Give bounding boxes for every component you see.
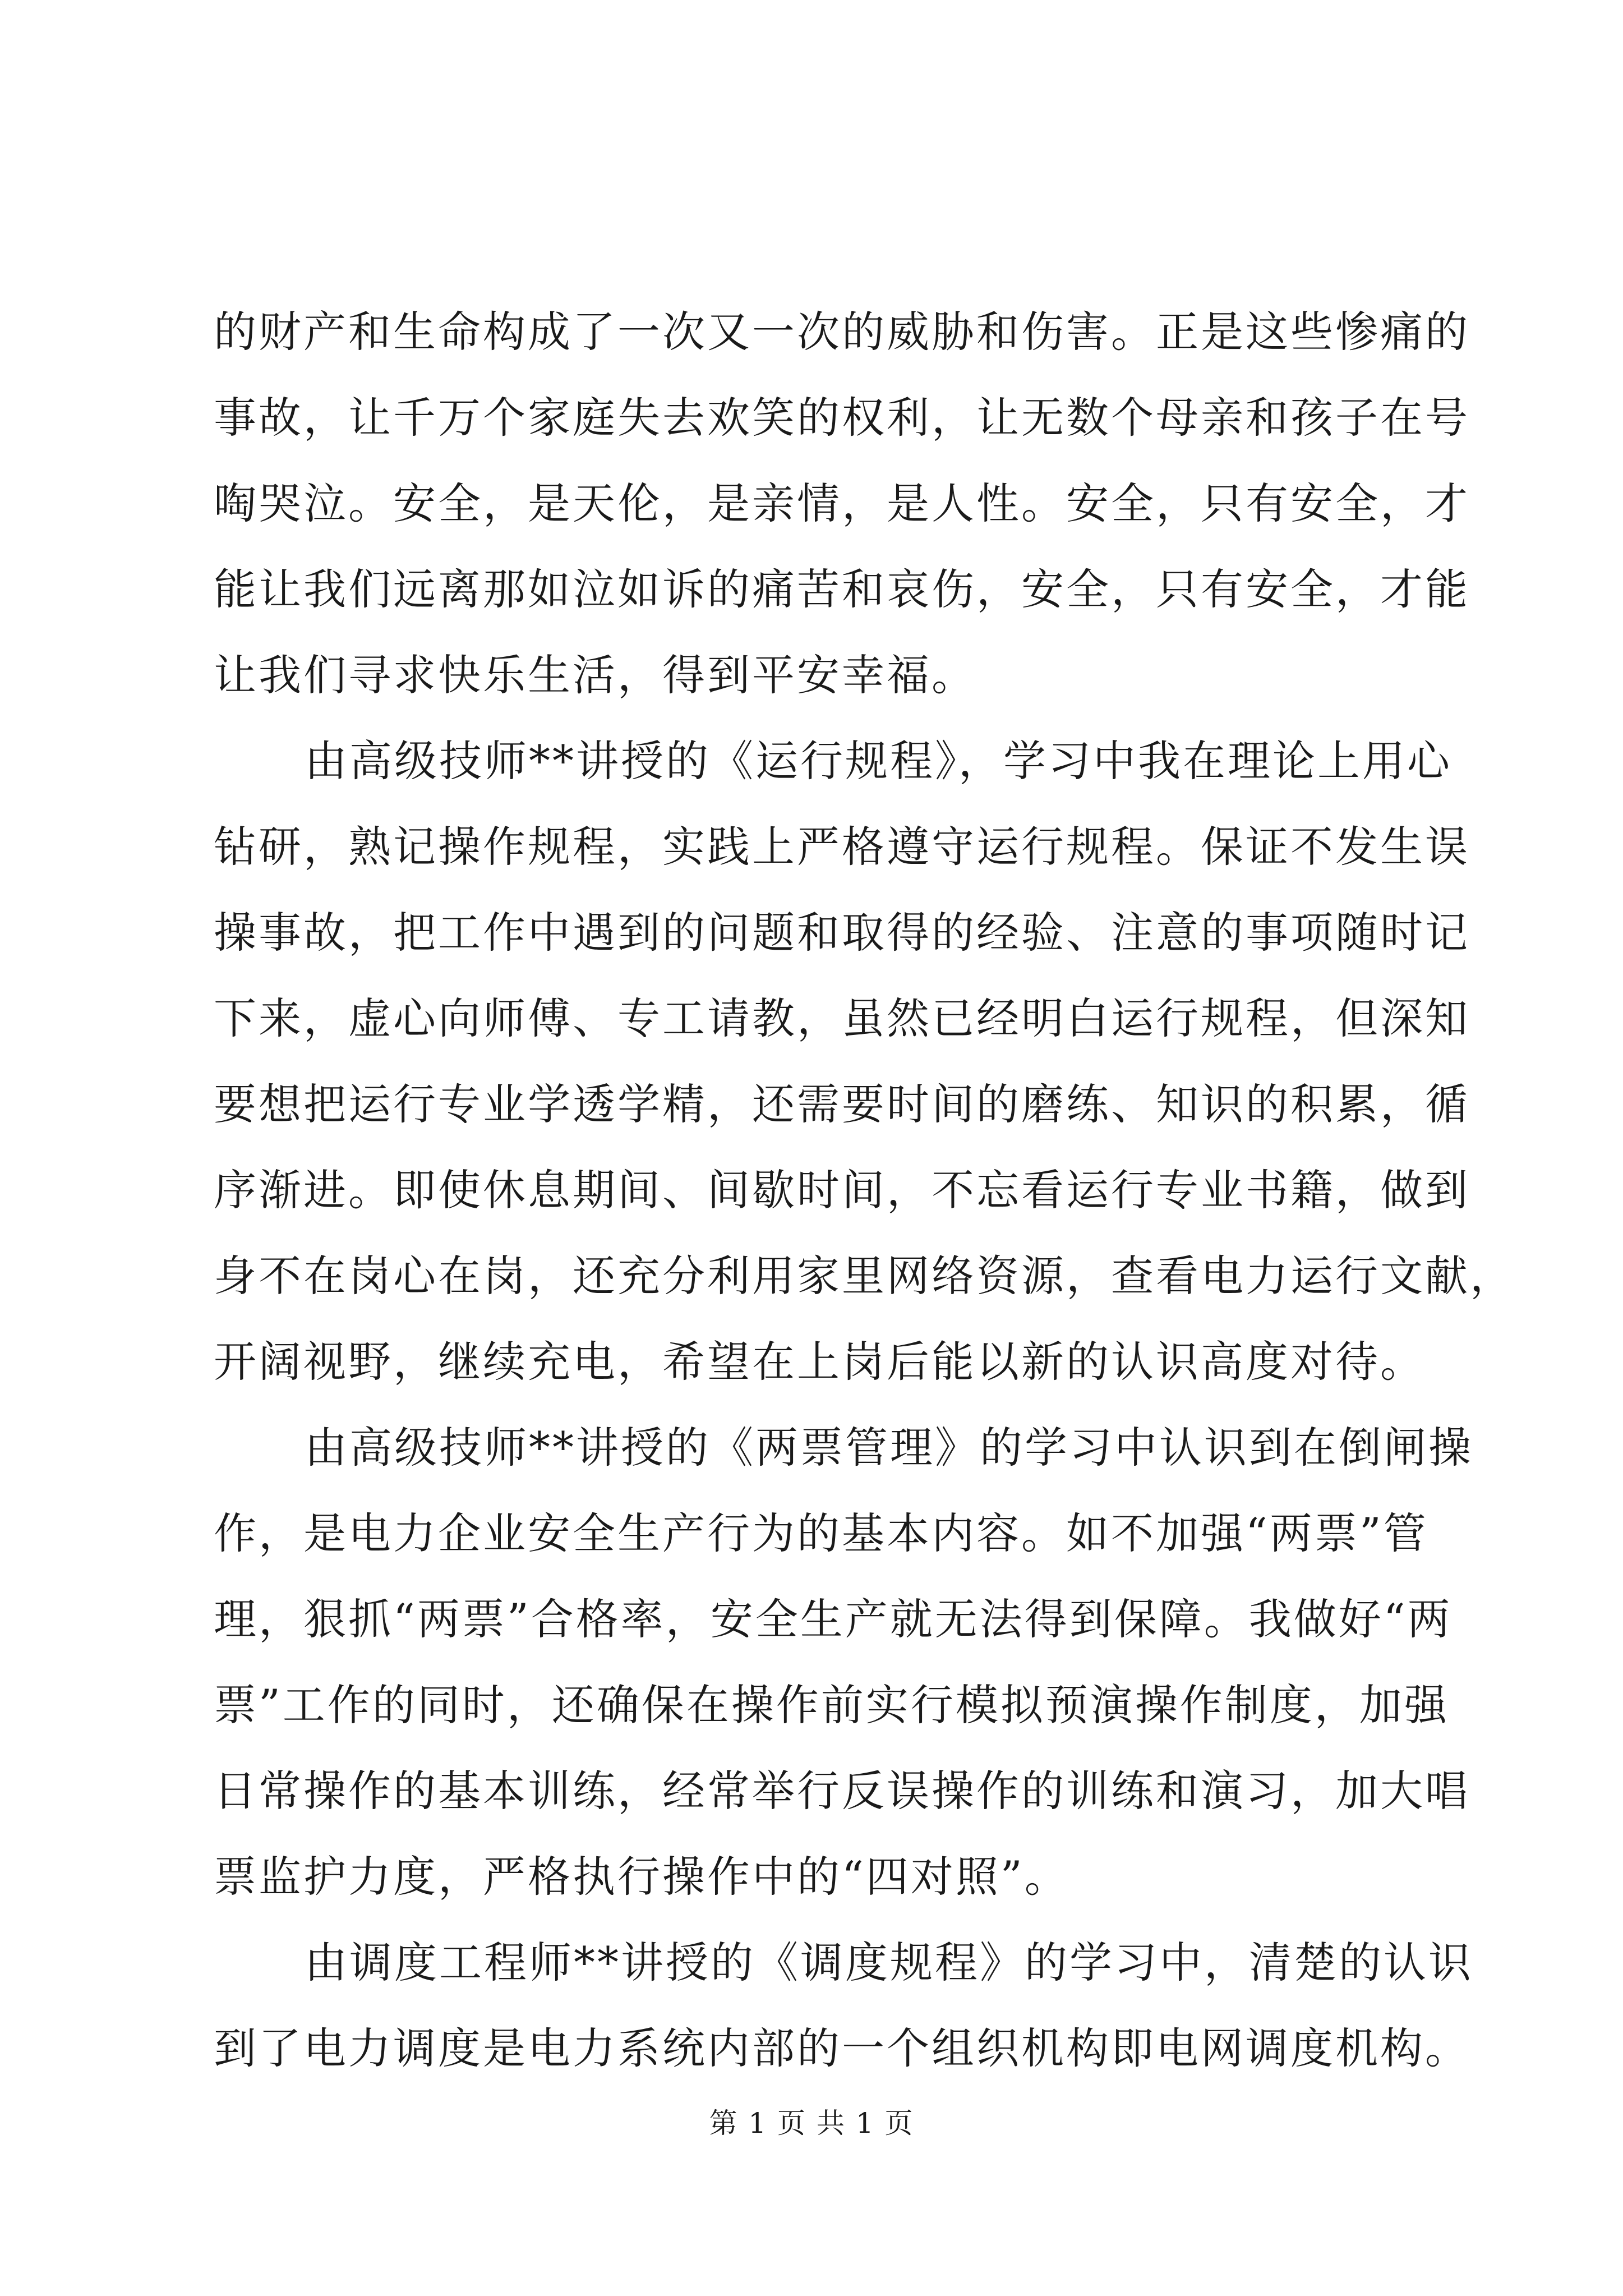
text-line: 操事故，把工作中遇到的问题和取得的经验、注意的事项随时记 (214, 908, 1470, 958)
text-line: 开阔视野，继续充电，希望在上岗后能以新的认识高度对待。 (214, 1337, 1425, 1387)
paragraph-first-line: 由高级技师**讲授的《运行规程》，学习中我在理论上用心 (305, 736, 1452, 786)
text-line: 要想把运行专业学透学精，还需要时间的磨练、知识的积累，循 (214, 1079, 1470, 1129)
page-number: 第 1 页 共 1 页 (709, 2107, 914, 2139)
text-line: 序渐进。即使休息期间、间歇时间，不忘看运行专业书籍，做到 (214, 1165, 1470, 1215)
text-line: 身不在岗心在岗，还充分利用家里网络资源，查看电力运行文献， (214, 1251, 1515, 1301)
text-line: 理，狠抓“两票”合格率，安全生产就无法得到保障。我做好“两 (214, 1594, 1453, 1644)
text-line: 下来，虚心向师傅、专工请教，虽然已经明白运行规程，但深知 (214, 993, 1470, 1043)
text-line: 票监护力度，严格执行操作中的“四对照”。 (214, 1852, 1069, 1902)
page-footer (0, 2101, 1623, 2141)
text-line: 钻研，熟记操作规程，实践上严格遵守运行规程。保证不发生误 (214, 822, 1470, 872)
text-line: 事故，让千万个家庭失去欢笑的权利，让无数个母亲和孩子在号 (214, 393, 1470, 443)
paragraph-first-line: 由高级技师**讲授的《两票管理》的学习中认识到在倒闸操 (305, 1423, 1473, 1473)
text-line: 到了电力调度是电力系统内部的一个组织机构即电网调度机构。 (214, 2023, 1470, 2073)
text-line: 作，是电力企业安全生产行为的基本内容。如不加强“两票”管 (214, 1508, 1428, 1558)
document-body (214, 289, 1515, 2091)
text-line: 能让我们远离那如泣如诉的痛苦和哀伤，安全，只有安全，才能 (214, 564, 1470, 614)
text-line: 的财产和生命构成了一次又一次的威胁和伤害。正是这些惨痛的 (214, 307, 1470, 357)
text-line: 让我们寻求快乐生活，得到平安幸福。 (214, 650, 976, 700)
paragraph-first-line: 由调度工程师**讲授的《调度规程》的学习中，清楚的认识 (305, 1938, 1473, 1987)
text-line: 票”工作的同时，还确保在操作前实行模拟预演操作制度，加强 (214, 1680, 1449, 1730)
text-line: 啕哭泣。安全，是天伦，是亲情，是人性。安全，只有安全，才 (214, 478, 1470, 528)
text-line: 日常操作的基本训练，经常举行反误操作的训练和演习，加大唱 (214, 1766, 1470, 1816)
